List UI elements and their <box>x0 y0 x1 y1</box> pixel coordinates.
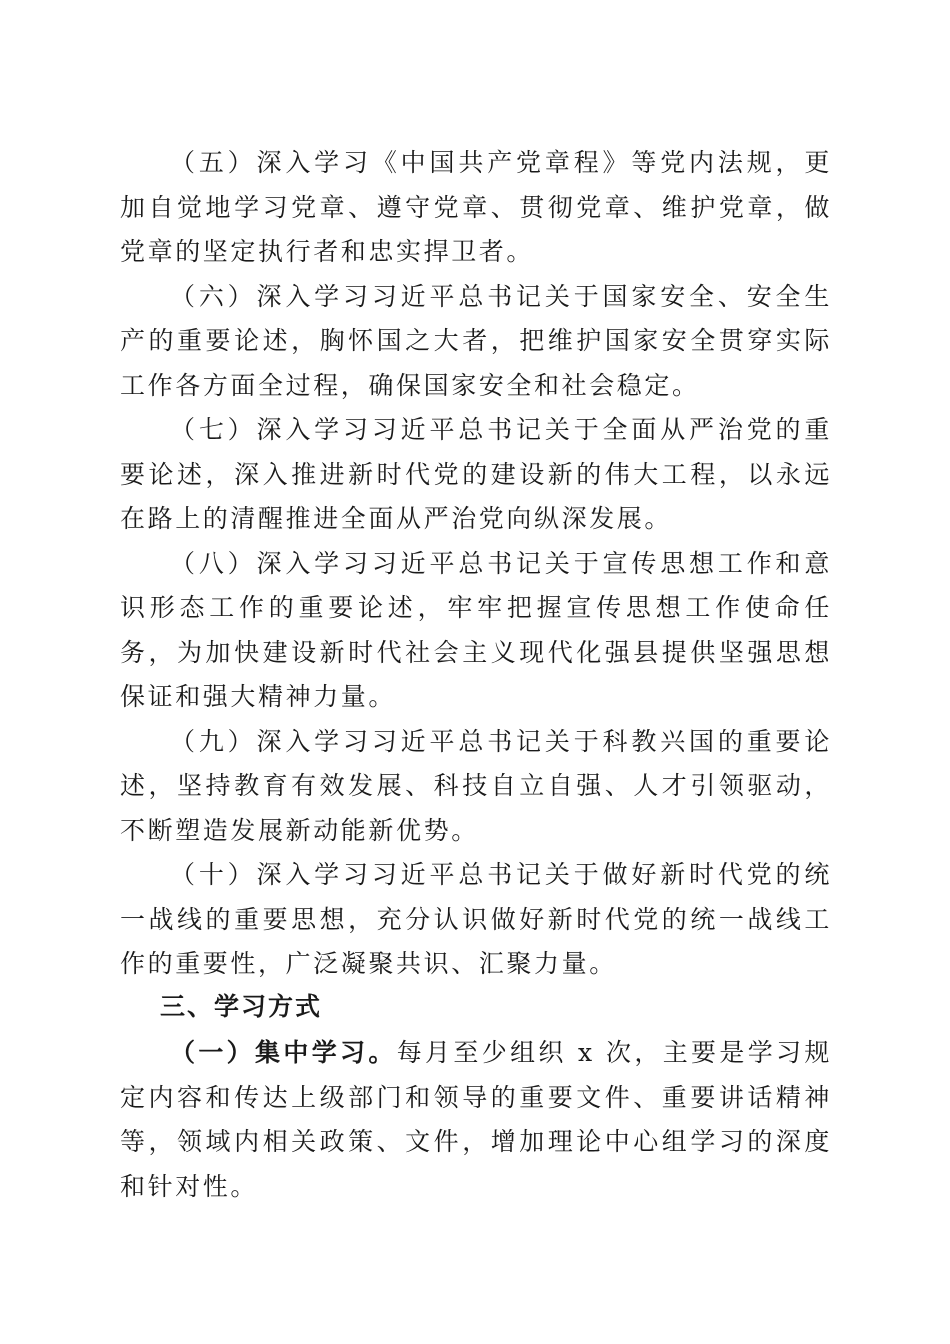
section-heading: 三、学习方式 <box>160 991 323 1021</box>
method-text: 每月至少组织 x 次，主要是学习规定内容和传达上级部门和领导的重要文件、重要讲话精神等，领域内相关政策、文件，增加理论中心组学习的深度和针对性。 <box>120 1038 832 1201</box>
paragraph-6: （六）深入学习习近平总书记关于国家安全、安全生产的重要论述，胸怀国之大者，把维护国家安全贯穿实际工作各方面全过程，确保国家安全和社会稳定。 <box>120 281 832 400</box>
document-body <box>120 141 832 1209</box>
paragraph-10: （十）深入学习习近平总书记关于做好新时代党的统一战线的重要思想，充分认识做好新时代党的统一战线工作的重要性，广泛凝聚共识、汇聚力量。 <box>120 860 832 978</box>
paragraph-7: （七）深入学习习近平总书记关于全面从严治党的重要论述，深入推进新时代党的建设新的伟大工程，以永远在路上的清醒推进全面从严治党向纵深发展。 <box>120 415 832 533</box>
paragraph-9: （九）深入学习习近平总书记关于科教兴国的重要论述，坚持教育有效发展、科技自立自强、人才引领驱动，不断塑造发展新动能新优势。 <box>120 726 832 845</box>
method-lead: （一）集中学习。 <box>170 1038 397 1067</box>
paragraph-8: （八）深入学习习近平总书记关于宣传思想工作和意识形态工作的重要论述，牢牢把握宣传思想工作使命任务，为加快建设新时代社会主义现代化强县提供坚强思想保证和强大精神力量。 <box>120 548 832 711</box>
method-paragraph-1 <box>120 1031 832 1209</box>
paragraph-5: （五）深入学习《中国共产党章程》等党内法规，更加自觉地学习党章、遵守党章、贯彻党章、维护党章，做党章的坚定执行者和忠实捍卫者。 <box>120 148 832 266</box>
